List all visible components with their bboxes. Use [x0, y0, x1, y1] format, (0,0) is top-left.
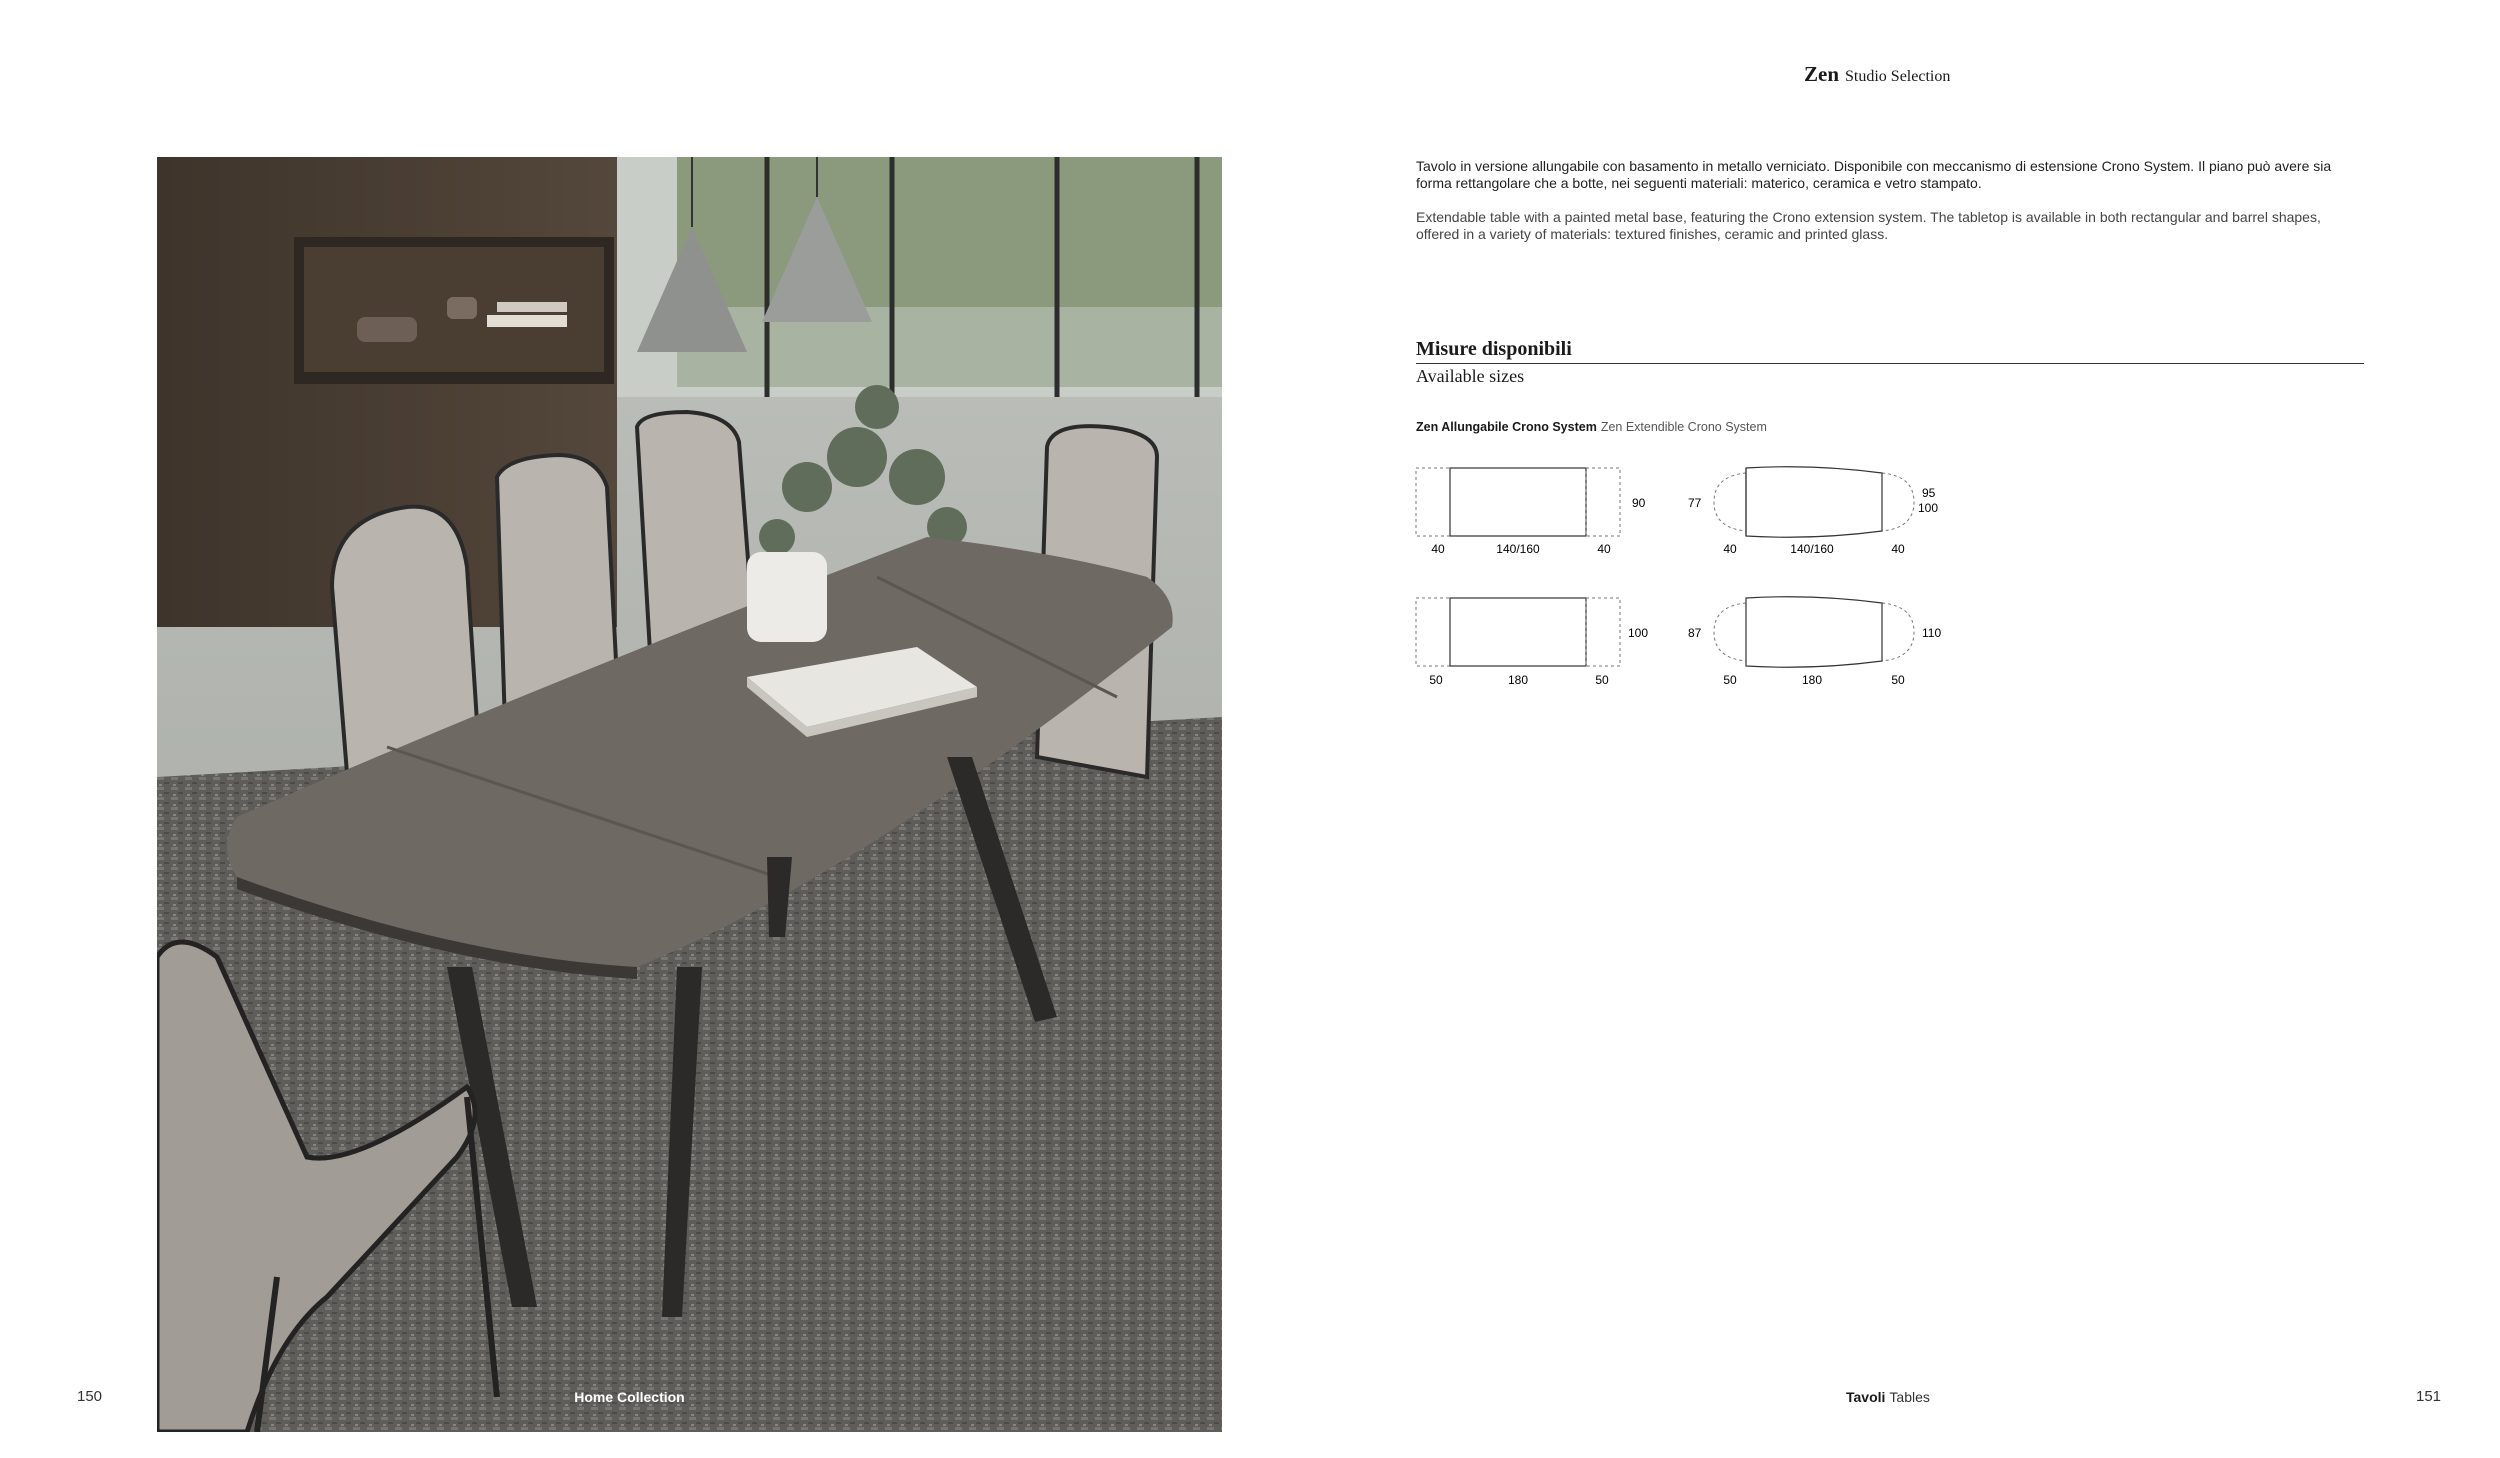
diagram-barrel-2: [1688, 597, 1941, 687]
model-name: [1416, 420, 1767, 434]
dim-depth: 110: [1922, 626, 1942, 640]
dim-length: 140/160: [1496, 542, 1540, 556]
photo-caption: Home Collection: [574, 1389, 685, 1405]
dim-length: 180: [1507, 673, 1529, 687]
dim-depth-alt: 100: [1918, 501, 1939, 515]
dim-left-ext: 50: [1723, 673, 1737, 687]
model-name-italian: Zen Allungabile Crono System: [1416, 420, 1597, 434]
dim-left-ext: 40: [1431, 542, 1445, 556]
dim-right-ext: 40: [1891, 542, 1905, 556]
diagram-rectangular-2: [1416, 598, 1648, 687]
brand-header: [1804, 62, 1950, 87]
dim-depth: 95: [1922, 486, 1936, 500]
model-name-english: Zen Extendible Crono System: [1600, 420, 1767, 434]
section-name-english: Tables: [1889, 1389, 1930, 1405]
brand-subtitle: Studio Selection: [1845, 68, 1951, 85]
dim-right-ext: 50: [1595, 673, 1609, 687]
page-number-left: 150: [77, 1388, 103, 1405]
sizes-subtitle: Available sizes: [1416, 366, 1525, 386]
section-name-italian: Tavoli: [1846, 1389, 1886, 1405]
diagram-barrel-1: [1688, 467, 1938, 556]
dim-min-depth: 87: [1688, 626, 1702, 640]
dining-room-illustration: [157, 157, 1222, 1432]
dim-left-ext: 50: [1429, 673, 1443, 687]
dim-depth: 100: [1628, 626, 1649, 640]
diagram-rectangular-1: [1416, 468, 1646, 556]
description-italian: Tavolo in versione allungabile con basamento in metallo verniciato. Disponibile con meccanismo di estensione Crono System. Il piano può avere sia forma rettangolare che a botte, nei seguenti materiali: materico, ceramica e vetro stampato.: [1416, 158, 2332, 191]
dim-length: 140/160: [1790, 542, 1834, 556]
dim-min-depth: 77: [1688, 496, 1702, 510]
sizes-title: Misure disponibili: [1416, 338, 1572, 360]
description-english: Extendable table with a painted metal base, featuring the Crono extension system. The tabletop is available in both rectangular and barrel shapes, offered in a variety of materials: textured finishes, ceramic and printed glass.: [1416, 209, 2321, 242]
section-footer: [1846, 1389, 1930, 1405]
dim-depth: 90: [1632, 496, 1646, 510]
page-number-right: 151: [2416, 1388, 2442, 1405]
dim-right-ext: 40: [1597, 542, 1611, 556]
sizes-divider: [1416, 363, 2364, 364]
brand-name: Zen: [1804, 62, 1840, 86]
dim-right-ext: 50: [1891, 673, 1905, 687]
dim-length: 180: [1801, 673, 1823, 687]
dim-left-ext: 40: [1723, 542, 1737, 556]
product-photo: [157, 157, 1222, 1432]
